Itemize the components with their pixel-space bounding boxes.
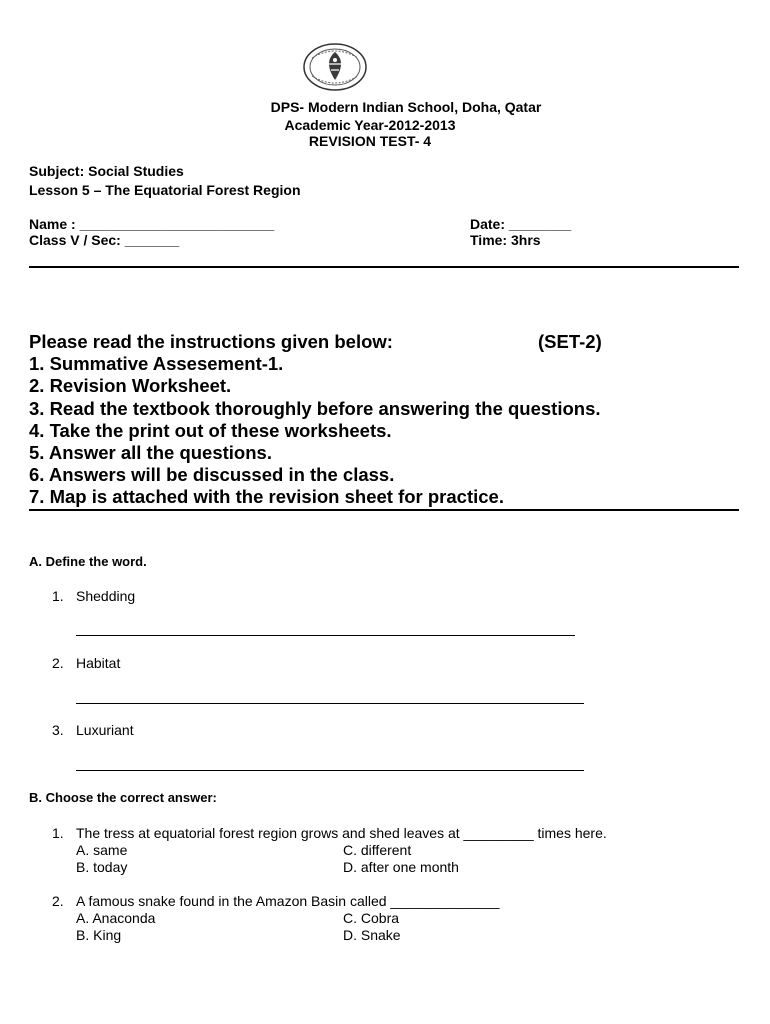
section-b-heading: B. Choose the correct answer: (29, 790, 217, 805)
option-c: C. different (343, 842, 412, 858)
define-item-word: Luxuriant (76, 722, 134, 738)
answer-line (76, 635, 575, 636)
lesson: Lesson 5 – The Equatorial Forest Region (29, 182, 301, 198)
class-section-field: Class V / Sec: _______ (29, 232, 180, 248)
test-title: REVISION TEST- 4 (308, 133, 432, 149)
instruction-item: 6. Answers will be discussed in the class. (29, 464, 395, 485)
instruction-item: 2. Revision Worksheet. (29, 375, 232, 396)
school-crest-logo (302, 42, 368, 92)
option-a: A. same (76, 842, 128, 858)
student-name-field: Name : _________________________ (29, 216, 275, 232)
option-b: B. today (76, 859, 128, 875)
option-d: D. after one month (343, 859, 459, 875)
define-item-word: Habitat (76, 655, 121, 671)
option-a: A. Anaconda (76, 910, 156, 926)
question-number: 2. (52, 893, 64, 909)
date-field: Date: ________ (470, 216, 572, 232)
define-item-word: Shedding (76, 588, 136, 604)
instruction-item: 4. Take the print out of these worksheets. (29, 420, 392, 441)
subject: Subject: Social Studies (29, 163, 184, 179)
instruction-item: 3. Read the textbook thoroughly before answering the questions. (29, 398, 601, 419)
instructions-heading: Please read the instructions given below: (29, 331, 393, 352)
option-c: C. Cobra (343, 910, 400, 926)
define-item-number: 1. (52, 588, 64, 604)
section-a-heading: A. Define the word. (29, 554, 147, 569)
answer-line (76, 703, 584, 704)
set-label: (SET-2) (538, 331, 602, 352)
define-item-number: 3. (52, 722, 64, 738)
answer-line (76, 770, 584, 771)
option-d: D. Snake (343, 927, 401, 943)
academic-year: Academic Year-2012-2013 (284, 117, 456, 133)
instruction-item: 1. Summative Assesement-1. (29, 353, 284, 374)
header-divider (29, 266, 739, 268)
instruction-item: 5. Answer all the questions. (29, 442, 272, 463)
question-text: A famous snake found in the Amazon Basin called ______________ (76, 893, 500, 909)
instruction-item: 7. Map is attached with the revision sheet for practice. (29, 486, 504, 507)
school-name: DPS- Modern Indian School, Doha, Qatar (270, 99, 542, 115)
question-number: 1. (52, 825, 64, 841)
option-b: B. King (76, 927, 122, 943)
instructions-divider (29, 509, 739, 511)
question-text: The tress at equatorial forest region grows and shed leaves at _________ times here. (76, 825, 607, 841)
define-item-number: 2. (52, 655, 64, 671)
time-field: Time: 3hrs (470, 232, 541, 248)
